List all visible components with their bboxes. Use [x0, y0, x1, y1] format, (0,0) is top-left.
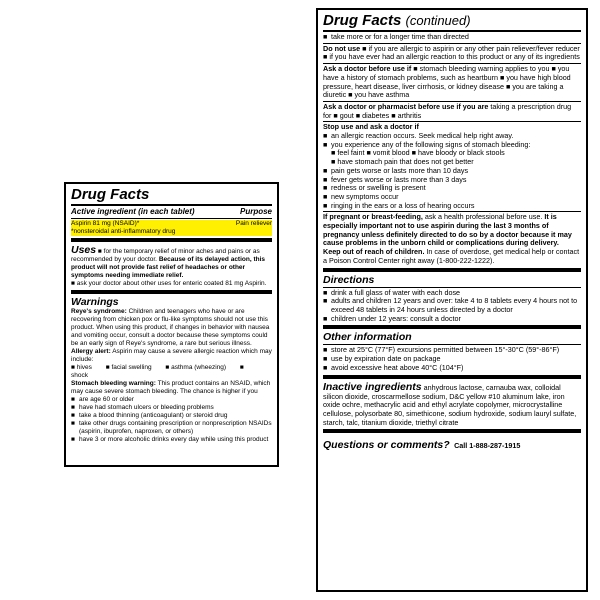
nsaid-note: *nonsteroidal anti-inflammatory drug	[71, 228, 176, 235]
stomach-items: ■ are age 60 or older ■ have had stomach ulcers or bleeding problems ■ take a blood thinning (anticoagulant) or steroid drug ■ take other drugs containing prescription or nonprescription NSAIDs (aspirin, ibuprofen, naproxen, or others) ■ have 3 or more alcoholic drinks every day while using this product	[71, 396, 272, 443]
directions-title: Directions	[323, 273, 375, 286]
uses-bold-text: Because of its delayed action, this product will not provide fast relief of headaches or other symptoms needing immediate relief.	[71, 256, 266, 279]
questions-line: Questions or comments? Call 1-888-287-1915	[323, 439, 521, 452]
active-ingredient-highlight	[71, 220, 272, 236]
purpose: Pain reliever	[235, 220, 272, 227]
allergy-alert: Allergy alert: Aspirin may cause a severe allergic reaction which may include:	[71, 348, 272, 363]
do-not-use: Do not use ■ if you are allergic to aspirin or any other pain reliever/fever reducer ■ if you have ever had an allergic reaction to this product or any of its ingredients	[323, 43, 580, 62]
pregnancy-warning: If pregnant or breast-feeding, ask a health professional before use. It is especially important not to use aspirin during the last 3 months of pregnancy unless definitely directed to do so by a doctor because it may cause problems in the unborn child or complications during delivery.	[323, 212, 572, 248]
allergy-items: ■ hives ■ facial swelling ■ asthma (wheezing) ■ shock	[71, 364, 244, 379]
warnings-title: Warnings	[71, 296, 119, 308]
inactive-ingredients: Inactive ingredients anhydrous lactose, carnauba wax, colloidal silicon dioxide, croscarmellose sodium, D&C yellow #10 aluminum lake, iron oxide ochre, methacrylic acid and ethyl acrylate copolymer, microcrystalline cellulose, polysorbate 80, simethicone, sodium hydroxide, sodium lauryl sulfate, starch, talc, titanium dioxide, triethyl citrate	[323, 380, 577, 427]
uses-text-2: ask your doctor about other uses for enteric coated 81 mg Aspirin.	[76, 280, 267, 287]
drug-facts-continued-title: Drug Facts (continued)	[323, 12, 471, 29]
reyes-warning: Reye's syndrome: Children and teenagers who have or are recovering from chicken pox or flu-like symptoms should not use this product. When using this product, if changes in behavior with nausea and vomiting occur, consult a doctor because these symptoms could be an early sign of Reye's syndrome, a rare but serious illness.	[71, 308, 270, 347]
questions-phone: Call 1-888-287-1915	[454, 441, 521, 451]
drug-facts-panel-left	[64, 182, 279, 467]
other-info-list: ■ store at 25°C (77°F) excursions permitted between 15°-30°C (59°-86°F) ■ use by expiration date on package ■ avoid excessive heat above 40°C (104°F)	[323, 345, 560, 372]
drug-facts-panel-right	[316, 8, 588, 592]
ask-doctor: Ask a doctor before use if ■ stomach bleeding warning applies to you ■ you have a history of stomach problems, such as heartburn ■ you have high blood pressure, heart disease, liver cirrhosis, or kidney disease ■ you are taking a diuretic ■ you have asthma	[323, 64, 571, 100]
warning-top-item: ■ take more or for a longer time than directed	[323, 32, 469, 41]
stop-use: Stop use and ask a doctor if ■ an allergic reaction occurs. Seek medical help right away. ■ you experience any of the following signs of stomach bleeding: ■ feel faint ■ vomit blood ■ have bloody or black stools ■ have stomach pain that does not get better ■ pain gets worse or lasts more than 10 days ■ fever gets worse or lasts more than 3 days ■ redness or swelling is present ■ new symptoms occur ■ ringing in the ears or a loss of hearing occurs	[323, 122, 531, 210]
purpose-header: Purpose	[239, 207, 272, 216]
active-ingredient-header: Active ingredient (in each tablet)	[71, 207, 195, 216]
drug-facts-title: Drug Facts	[71, 186, 150, 203]
ask-pharmacist: Ask a doctor or pharmacist before use if you are taking a prescription drug for ■ gout ■ diabetes ■ arthritis	[323, 101, 572, 120]
stomach-warning: Stomach bleeding warning: This product contains an NSAID, which may cause severe stomach bleeding. The chance is higher if you	[71, 380, 271, 395]
other-info-title: Other information	[323, 331, 412, 344]
uses-text: for the temporary relief of minor aches and pains or as recommended by your doctor.	[71, 248, 260, 263]
directions-list: ■ drink a full glass of water with each dose ■ adults and children 12 years and over: take 4 to 8 tablets every 4 hours not to exceed 48 tablets in 24 hours unless directed by a doctor ■ children under 12 years: consult a doctor	[323, 287, 578, 323]
uses-section: Uses ■ for the temporary relief of minor aches and pains or as recommended by your doctor. Because of its delayed action, this product will not provide fast relief of headaches or other symptoms needing immediate relief. ■ ask your doctor about other uses for enteric coated 81 mg Aspirin.	[71, 244, 267, 287]
active-ingredient: Aspirin 81 mg (NSAID)*	[71, 220, 140, 227]
uses-title: Uses	[71, 244, 97, 256]
keep-out-of-reach: Keep out of reach of children. In case of overdose, get medical help or contact a Poison Control Center right away (1-800-222-1222).	[323, 247, 580, 265]
